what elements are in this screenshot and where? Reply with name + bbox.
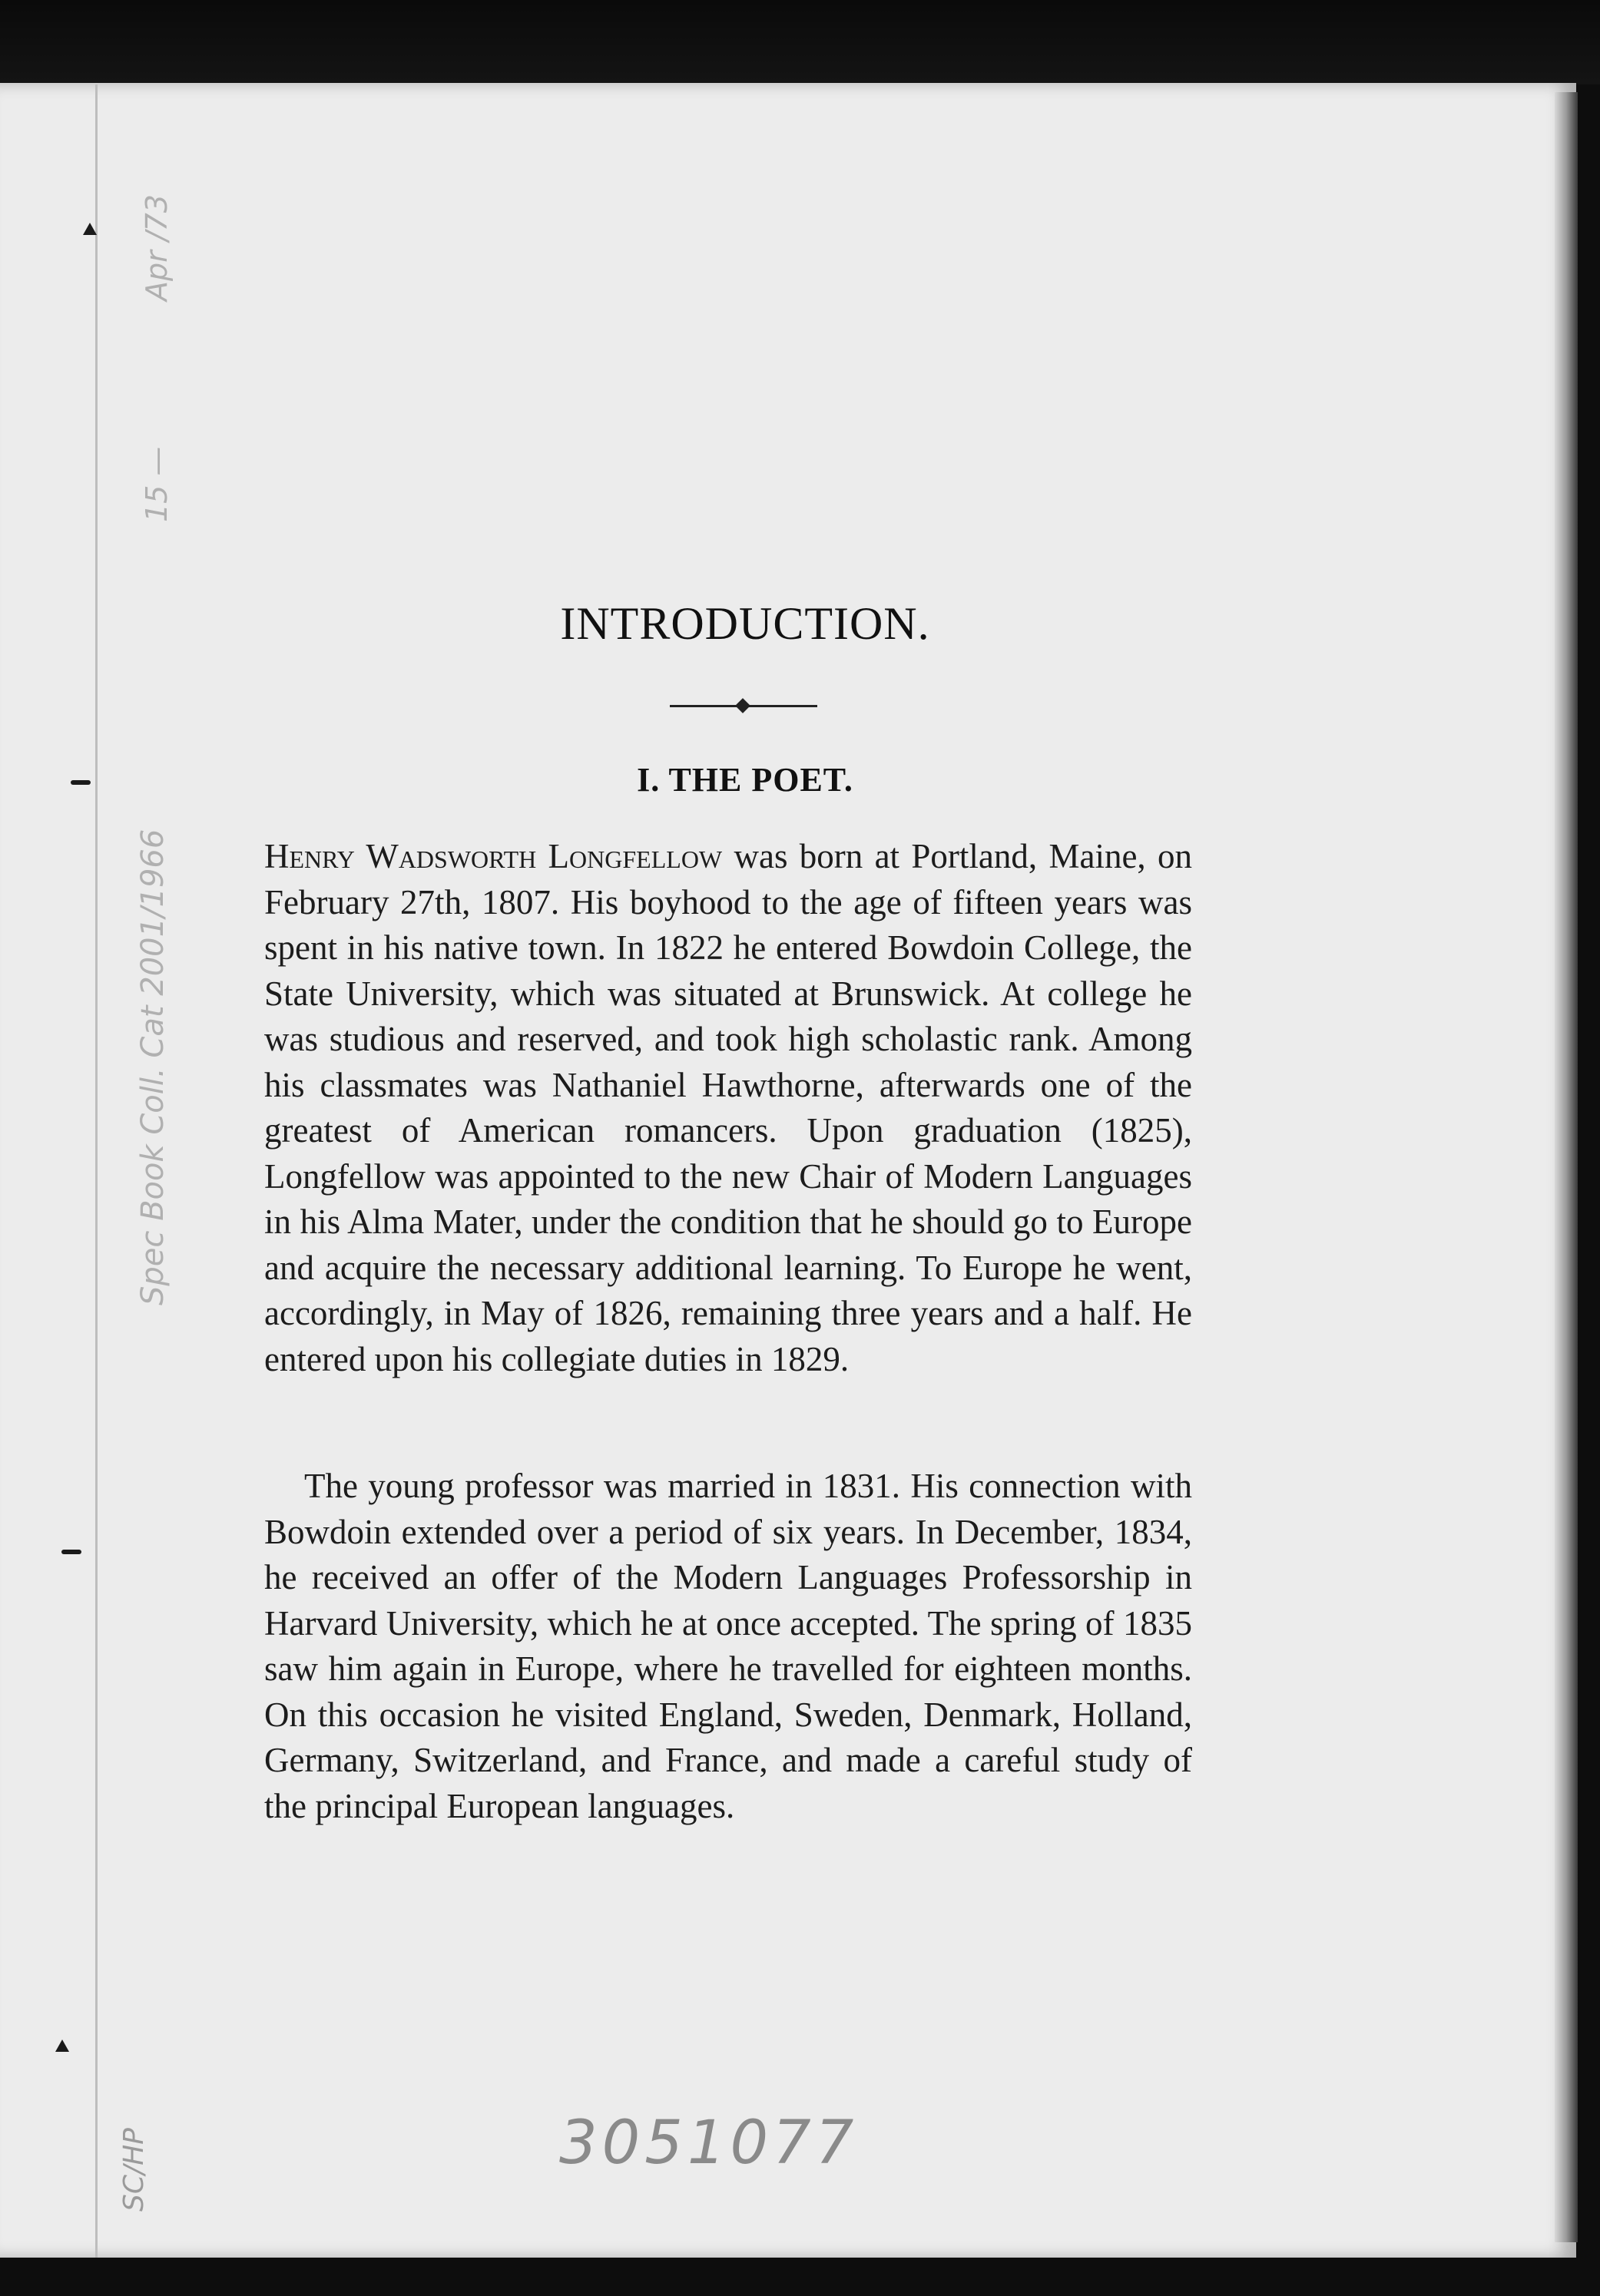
page-edge-shadow xyxy=(1555,92,1578,2242)
paragraph-2: The young professor was married in 1831. His connection with Bowdoin extended over a period of six years. In December, 1834, he received an offer of the Modern Languages Professorship in Harvard University, which he at once accepted. The spring of 1835 saw him again in Europe, where he travelled for eighteen months. On this occasion he visited England, Sweden, Denmark, Holland, Germany, Switzerland, and France, and made a careful study of the principal European languages. xyxy=(264,1467,1192,1825)
section-heading: I. THE POET. xyxy=(637,761,853,799)
page-title: INTRODUCTION. xyxy=(560,598,930,649)
margin-date-note: Apr /73 xyxy=(140,194,174,301)
paragraph-1-lead: Henry Wadsworth Longfellow xyxy=(264,837,723,875)
margin-mark-bottom xyxy=(55,2040,69,2052)
margin-mark-middle xyxy=(61,1550,81,1554)
margin-mark-top xyxy=(83,223,97,235)
margin-bottom-note: SC/HP xyxy=(118,2128,150,2212)
margin-catalog-note: Spec Book Coll. Cat 2001/1966 xyxy=(135,829,171,1305)
binding-line xyxy=(95,84,98,2258)
scanner-background xyxy=(0,0,1600,84)
margin-price-note: 15 — xyxy=(140,446,174,522)
handwritten-catalog-number: 3051077 xyxy=(559,2109,859,2178)
paragraph-1-text: was born at Portland, Maine, on February 27th, 1807. His boyhood to the age of fifteen years was spent in his native town. In 1822 he entered Bowdoin College, the State University, which was situated at Brunswick. At college he was studious and reserved, and took high scholastic rank. Among his classmates was Nathaniel Hawthorne, afterwards one of the greatest of American romancers. Upon graduation (1825), Longfellow was appointed to the new Chair of Modern Languages in his Alma Mater, under the condition that he should go to Europe and acquire the necessary additional learning. To Europe he went, accordingly, in May of 1826, remaining three years and a half. He entered upon his collegiate duties in 1829. xyxy=(264,837,1192,1378)
paragraph-1 xyxy=(264,834,1192,1382)
